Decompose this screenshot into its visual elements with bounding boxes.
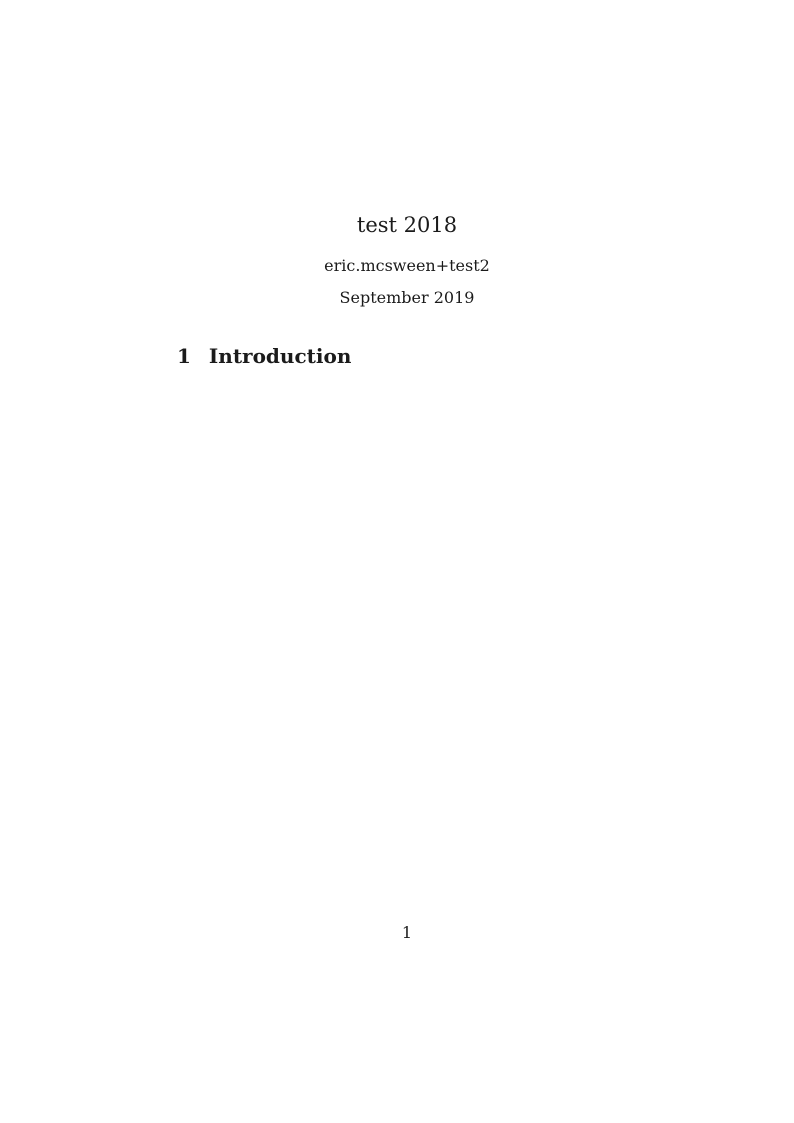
section-heading-introduction xyxy=(177,344,637,368)
page-number: 1 xyxy=(401,923,413,942)
document-date: September 2019 xyxy=(339,288,475,307)
document-author: eric.mcsween+test2 xyxy=(324,256,490,275)
section-title: Introduction xyxy=(208,344,352,368)
section-number: 1 xyxy=(177,344,191,368)
document-title: test 2018 xyxy=(356,213,458,237)
